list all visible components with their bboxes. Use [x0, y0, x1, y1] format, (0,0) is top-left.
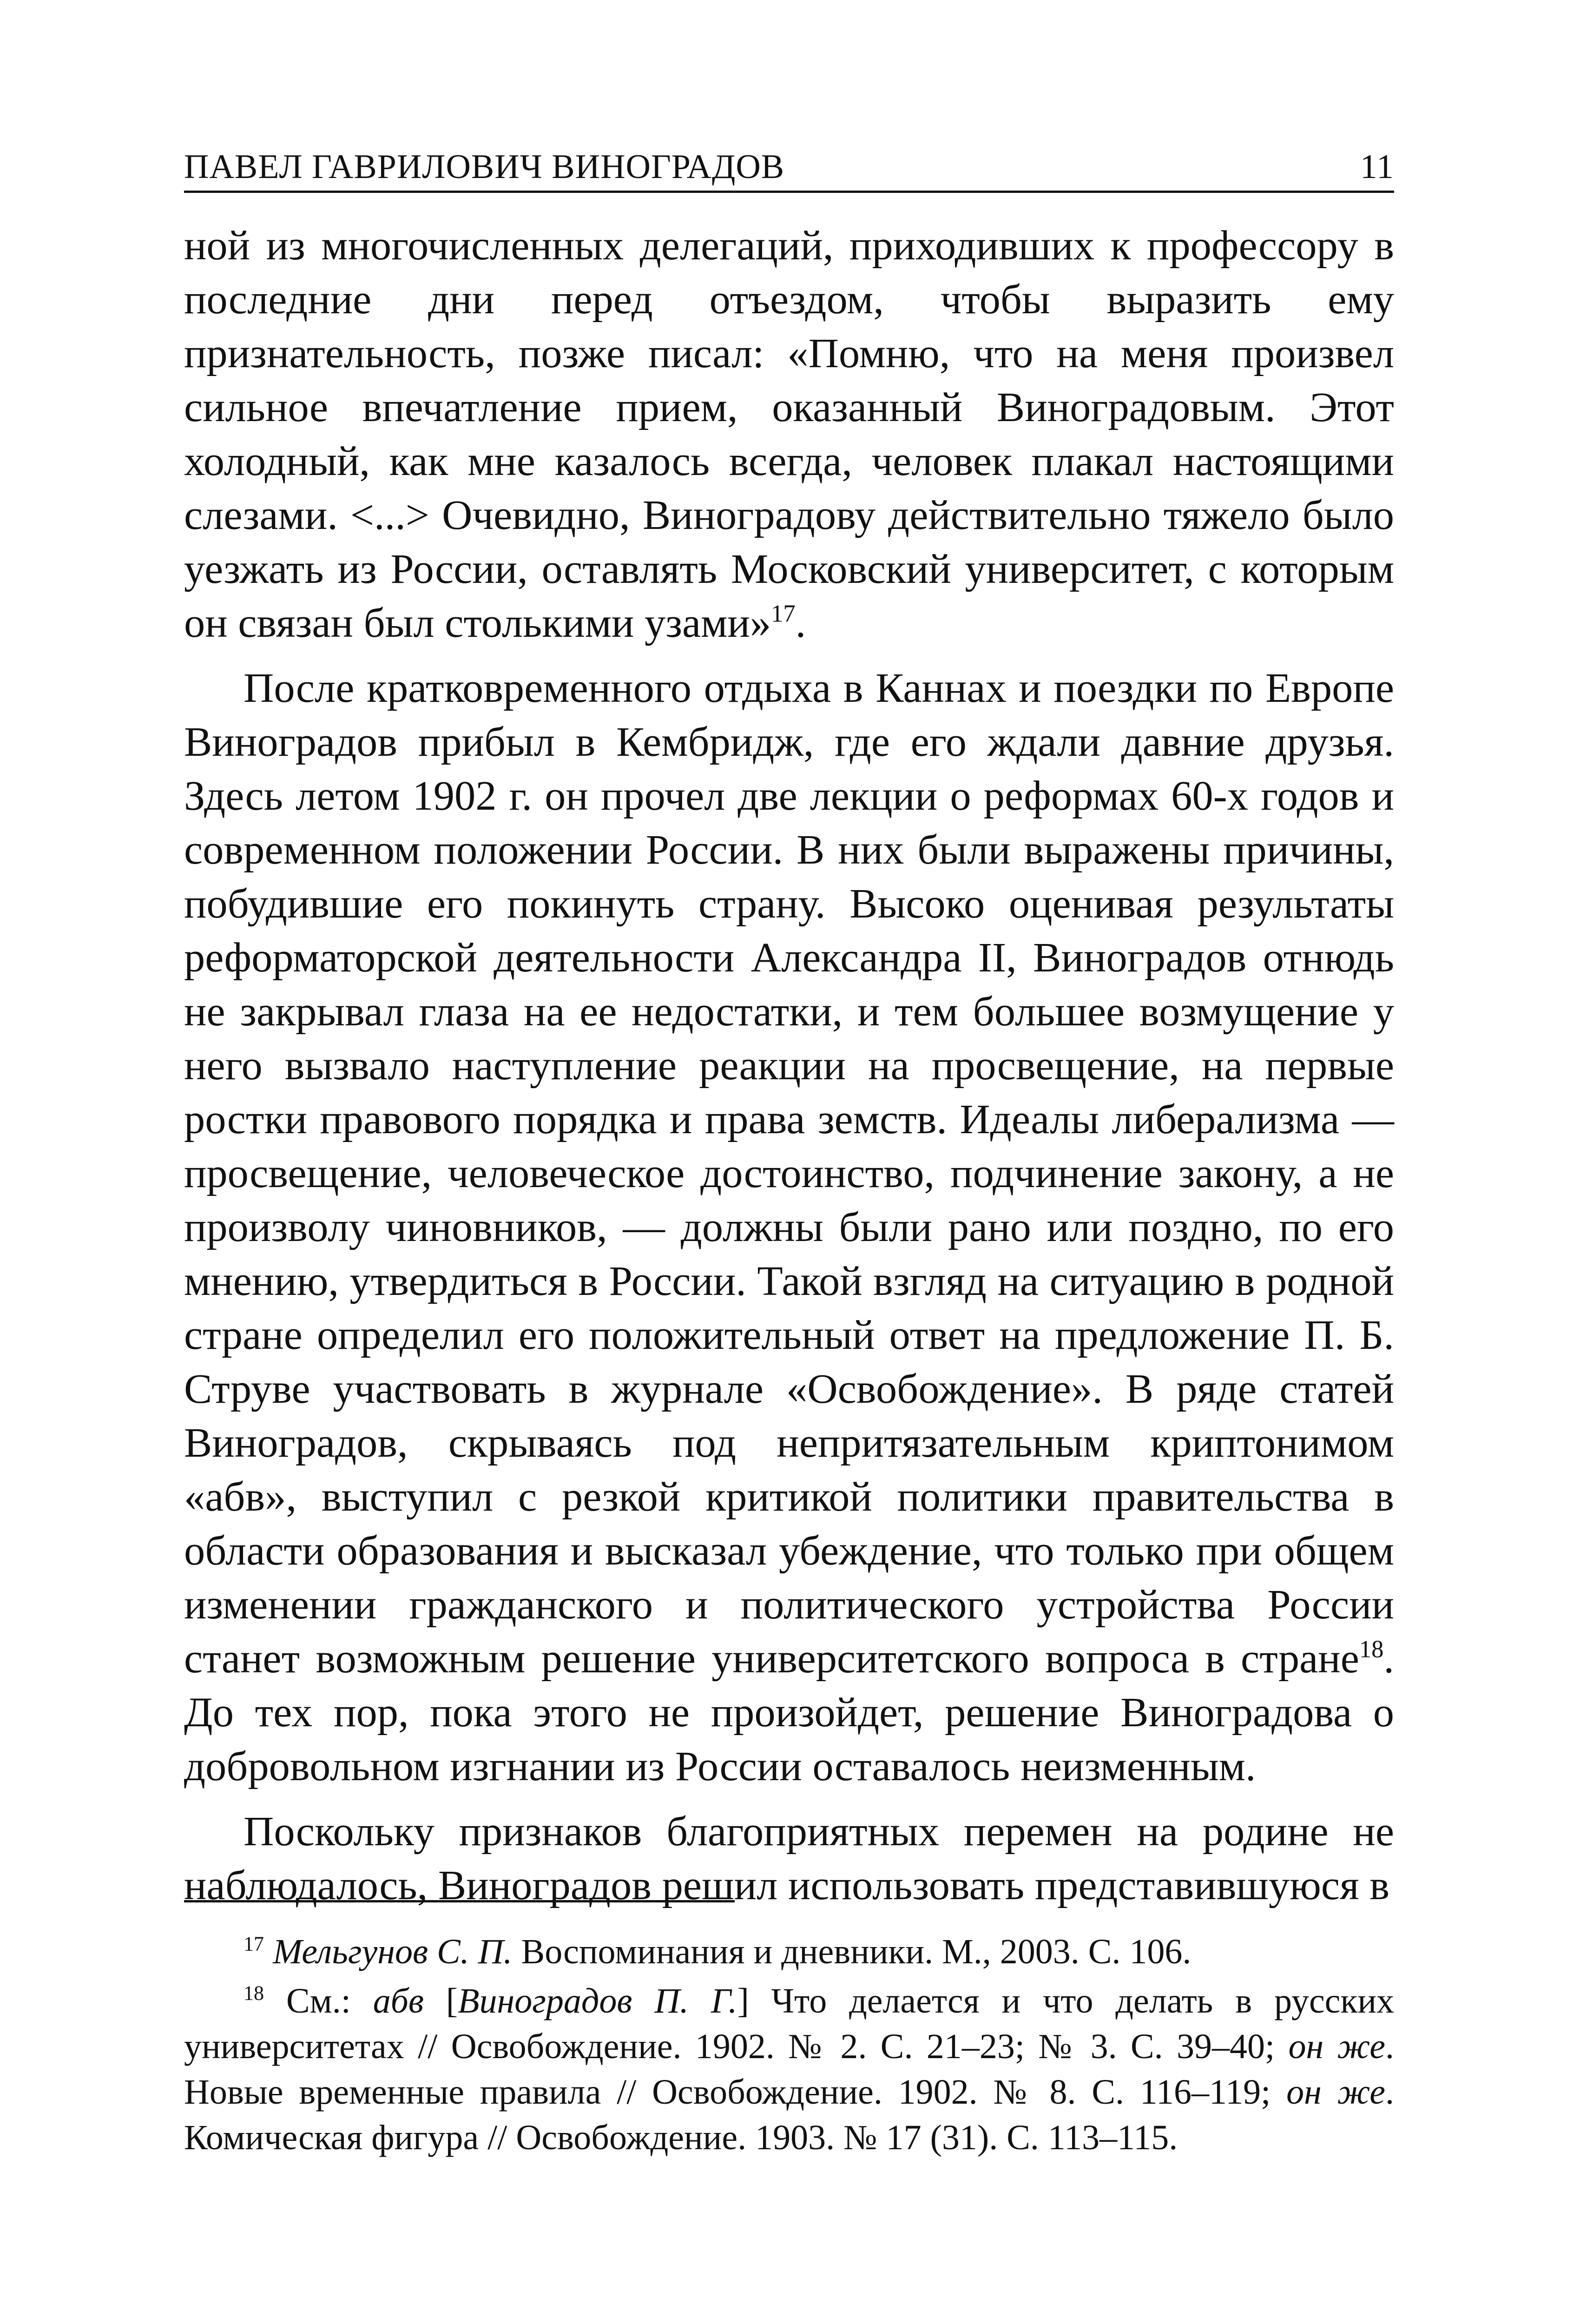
running-title: ПАВЕЛ ГАВРИЛОВИЧ ВИНОГРАДОВ	[184, 148, 785, 186]
main-text	[184, 218, 1394, 1923]
footnote-number: 17	[244, 1932, 264, 1955]
footnote-17: $^{17}$ Мельгунов С. П. Воспоминания и дневники. М., 2003. С. 106.	[244, 1932, 1192, 1971]
paragraph-2: После кратковременного отдыха в Каннах и поездки по Европе Виноградов прибыл в Кембридж, где его ждали давние друзья. Здесь летом 1902 г. он прочел две лекции о реформах 60-х годов и современном положении России. В них были выражены причины, побудившие его покинуть страну. Высоко оценивая результаты реформаторской деятельности Александра II, Виноградов отнюдь не закрывал глаза на ее недостатки, и тем большее возмущение у него вызвало наступление реакции на просвещение, на первые ростки правового порядка и права земств. Идеалы либерализма — просвещение, человеческое достоинство, подчинение закону, а не произволу чиновников, — должны были рано или поздно, по его мнению, утвердиться в России. Такой взгляд на ситуацию в родной стране определил его положительный ответ на предложение П. Б. Струве участвовать в журнале «Освобождение». В ряде статей Виноградов, скрываясь под непритязательным криптонимом «абв», выступил с резкой критикой политики правительства в области образования и высказал убеждение, что только при общем изменении гражданского и политического устройства России станет возможным решение университетского вопроса в стране$^{18}$. До тех пор, пока этого не произойдет, решение Виноградова о добровольном изгнании из России оставалось неизменным.	[184, 664, 1394, 1789]
footnote-author: Мельгунов С. П.	[273, 1932, 513, 1971]
footnote-18: $^{18}$ См.: абв [Виноградов П. Г.] Что делается и что делать в русских университетах // Освобождение. 1902. № 2. С. 21–23; № 3. С. 39–40; он же. Новые временные правила // Освобождение. 1902. № 8. С. 116–119; он же. Комическая фигура // Освобождение. 1903. № 17 (31). С. 113–115.	[184, 1981, 1394, 2157]
footnote-number: 18	[244, 1981, 264, 2005]
book-page	[184, 0, 1394, 2324]
footnote-ref-18[interactable]: 18	[1359, 1636, 1384, 1663]
header-rule	[184, 191, 1394, 193]
footnote-ref-17[interactable]: 17	[771, 600, 796, 627]
page-number: 11	[1360, 148, 1394, 186]
paragraph-3: Поскольку признаков благоприятных перемен на родине не наблюдалось, Виноградов решил использовать представившуюся в	[184, 1808, 1394, 1908]
paragraph-1: ной из многочисленных делегаций, приходивших к профессору в последние дни перед отъездом, чтобы выразить ему признательность, позже писал: «Помню, что на меня произвел сильное впечатление прием, оказанный Виноградовым. Этот холодный, как мне казалось всегда, человек плакал настоящими слезами. <...> Очевидно, Виноградову действительно тяжело было уезжать из России, оставлять Московский университет, с которым он связан был столькими узами»$^{17}$.	[184, 222, 1394, 646]
footnote-separator	[184, 1900, 735, 1902]
footnotes	[184, 1929, 1394, 2164]
running-header	[184, 136, 1394, 187]
